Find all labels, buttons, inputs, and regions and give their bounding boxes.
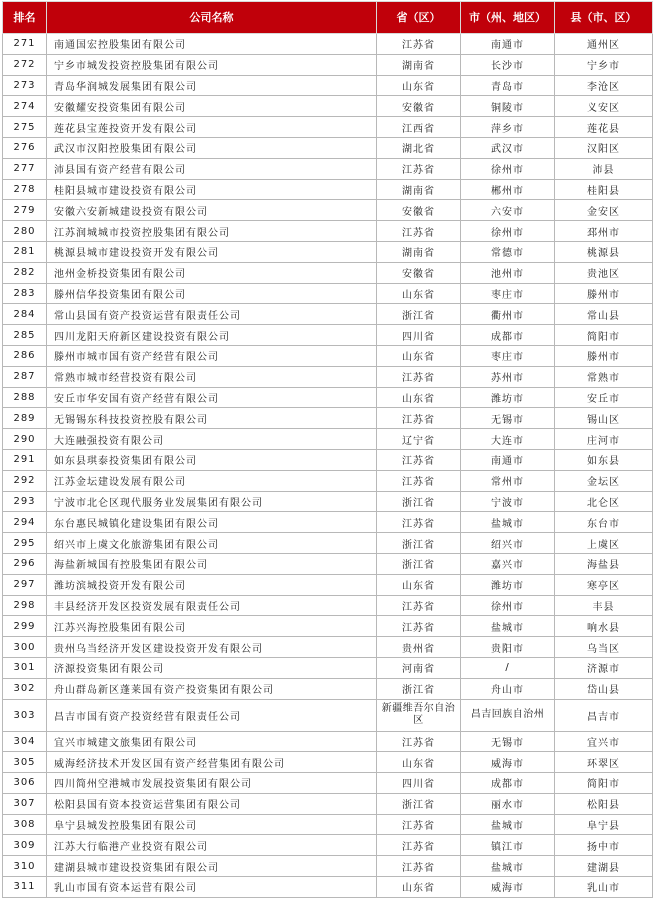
- table-row: [3, 595, 653, 616]
- city-cell: 常州市: [461, 470, 555, 491]
- rank-cell: 279: [3, 200, 47, 221]
- rank-cell: 275: [3, 117, 47, 138]
- rank-cell: 285: [3, 325, 47, 346]
- company-cell: 滕州市城市国有资产经营有限公司: [47, 345, 377, 366]
- county-cell: 义安区: [555, 96, 653, 117]
- province-cell: 山东省: [377, 877, 461, 898]
- rank-cell: 306: [3, 773, 47, 794]
- company-cell: 桂阳县城市建设投资有限公司: [47, 179, 377, 200]
- rank-cell: 278: [3, 179, 47, 200]
- table-row: [3, 752, 653, 773]
- county-cell: 常山县: [555, 304, 653, 325]
- company-cell: 江苏兴海控股集团有限公司: [47, 616, 377, 637]
- rank-cell: 281: [3, 241, 47, 262]
- table-row: [3, 117, 653, 138]
- county-cell: 建湖县: [555, 856, 653, 877]
- city-cell: 昌吉回族自治州: [461, 699, 555, 731]
- table-row: [3, 814, 653, 835]
- company-cell: 昌吉市国有资产投资经营有限责任公司: [47, 699, 377, 731]
- company-cell: 阜宁县城发控股集团有限公司: [47, 814, 377, 835]
- county-cell: 宜兴市: [555, 731, 653, 752]
- county-cell: 环翠区: [555, 752, 653, 773]
- rank-cell: 308: [3, 814, 47, 835]
- province-cell: 湖北省: [377, 137, 461, 158]
- company-cell: 滕州信华投资集团有限公司: [47, 283, 377, 304]
- company-cell: 武汉市汉阳控股集团有限公司: [47, 137, 377, 158]
- ranking-table: [2, 1, 653, 898]
- company-cell: 宁波市北仑区现代服务业发展集团有限公司: [47, 491, 377, 512]
- table-row: [3, 699, 653, 731]
- province-cell: 江苏省: [377, 856, 461, 877]
- county-cell: 沛县: [555, 158, 653, 179]
- province-cell: 山东省: [377, 752, 461, 773]
- header-county: 县（市、区）: [555, 2, 653, 34]
- rank-cell: 311: [3, 877, 47, 898]
- rank-cell: 299: [3, 616, 47, 637]
- province-cell: 浙江省: [377, 491, 461, 512]
- province-cell: 江西省: [377, 117, 461, 138]
- rank-cell: 297: [3, 574, 47, 595]
- city-cell: 大连市: [461, 429, 555, 450]
- county-cell: 如东县: [555, 449, 653, 470]
- city-cell: 池州市: [461, 262, 555, 283]
- province-cell: 山东省: [377, 574, 461, 595]
- county-cell: 海盐县: [555, 553, 653, 574]
- county-cell: 邳州市: [555, 221, 653, 242]
- table-row: [3, 512, 653, 533]
- table-row: [3, 449, 653, 470]
- table-row: [3, 470, 653, 491]
- table-row: [3, 835, 653, 856]
- company-cell: 无锡锡东科技投资控股有限公司: [47, 408, 377, 429]
- rank-cell: 301: [3, 657, 47, 678]
- company-cell: 安丘市华安国有资产经营有限公司: [47, 387, 377, 408]
- county-cell: 桃源县: [555, 241, 653, 262]
- county-cell: 东台市: [555, 512, 653, 533]
- county-cell: 简阳市: [555, 325, 653, 346]
- city-cell: 徐州市: [461, 221, 555, 242]
- rank-cell: 283: [3, 283, 47, 304]
- company-cell: 建湖县城市建设投资集团有限公司: [47, 856, 377, 877]
- county-cell: 锡山区: [555, 408, 653, 429]
- rank-cell: 307: [3, 793, 47, 814]
- rank-cell: 310: [3, 856, 47, 877]
- table-row: [3, 200, 653, 221]
- table-row: [3, 877, 653, 898]
- rank-cell: 303: [3, 699, 47, 731]
- table-row: [3, 429, 653, 450]
- table-row: [3, 75, 653, 96]
- company-cell: 莲花县宝莲投资开发有限公司: [47, 117, 377, 138]
- company-cell: 江苏金坛建设发展有限公司: [47, 470, 377, 491]
- table-row: [3, 137, 653, 158]
- province-cell: 山东省: [377, 283, 461, 304]
- province-cell: 河南省: [377, 657, 461, 678]
- county-cell: 丰县: [555, 595, 653, 616]
- company-cell: 丰县经济开发区投资发展有限责任公司: [47, 595, 377, 616]
- city-cell: 枣庄市: [461, 345, 555, 366]
- county-cell: 岱山县: [555, 678, 653, 699]
- city-cell: 成都市: [461, 773, 555, 794]
- county-cell: 松阳县: [555, 793, 653, 814]
- province-cell: 江苏省: [377, 158, 461, 179]
- county-cell: 常熟市: [555, 366, 653, 387]
- county-cell: 滕州市: [555, 283, 653, 304]
- county-cell: 滕州市: [555, 345, 653, 366]
- province-cell: 浙江省: [377, 533, 461, 554]
- company-cell: 常熟市城市经营投资有限公司: [47, 366, 377, 387]
- table-row: [3, 179, 653, 200]
- county-cell: 昌吉市: [555, 699, 653, 731]
- rank-cell: 288: [3, 387, 47, 408]
- province-cell: 安徽省: [377, 96, 461, 117]
- city-cell: 威海市: [461, 752, 555, 773]
- header-rank: 排名: [3, 2, 47, 34]
- province-cell: 江苏省: [377, 34, 461, 55]
- county-cell: 寒亭区: [555, 574, 653, 595]
- header-province: 省（区）: [377, 2, 461, 34]
- rank-cell: 272: [3, 54, 47, 75]
- company-cell: 松阳县国有资本投资运营集团有限公司: [47, 793, 377, 814]
- header-city: 市（州、地区）: [461, 2, 555, 34]
- province-cell: 山东省: [377, 345, 461, 366]
- city-cell: 青岛市: [461, 75, 555, 96]
- city-cell: 盐城市: [461, 856, 555, 877]
- table-row: [3, 616, 653, 637]
- province-cell: 山东省: [377, 75, 461, 96]
- county-cell: 金坛区: [555, 470, 653, 491]
- city-cell: 威海市: [461, 877, 555, 898]
- company-cell: 济源投资集团有限公司: [47, 657, 377, 678]
- city-cell: 徐州市: [461, 158, 555, 179]
- county-cell: 简阳市: [555, 773, 653, 794]
- province-cell: 浙江省: [377, 304, 461, 325]
- city-cell: 长沙市: [461, 54, 555, 75]
- province-cell: 湖南省: [377, 241, 461, 262]
- rank-cell: 293: [3, 491, 47, 512]
- county-cell: 响水县: [555, 616, 653, 637]
- rank-cell: 282: [3, 262, 47, 283]
- table-row: [3, 553, 653, 574]
- county-cell: 金安区: [555, 200, 653, 221]
- province-cell: 安徽省: [377, 262, 461, 283]
- city-cell: 潍坊市: [461, 387, 555, 408]
- county-cell: 桂阳县: [555, 179, 653, 200]
- rank-cell: 280: [3, 221, 47, 242]
- company-cell: 四川龙阳天府新区建设投资有限公司: [47, 325, 377, 346]
- table-row: [3, 773, 653, 794]
- city-cell: 南通市: [461, 449, 555, 470]
- rank-cell: 287: [3, 366, 47, 387]
- table-row: [3, 283, 653, 304]
- table-row: [3, 34, 653, 55]
- province-cell: 辽宁省: [377, 429, 461, 450]
- city-cell: 六安市: [461, 200, 555, 221]
- rank-cell: 271: [3, 34, 47, 55]
- province-cell: 四川省: [377, 773, 461, 794]
- county-cell: 李沧区: [555, 75, 653, 96]
- city-cell: 苏州市: [461, 366, 555, 387]
- rank-cell: 296: [3, 553, 47, 574]
- county-cell: 济源市: [555, 657, 653, 678]
- company-cell: 池州金桥投资集团有限公司: [47, 262, 377, 283]
- table-row: [3, 54, 653, 75]
- city-cell: 盐城市: [461, 814, 555, 835]
- company-cell: 沛县国有资产经营有限公司: [47, 158, 377, 179]
- table-row: [3, 325, 653, 346]
- company-cell: 安徽六安新城建设投资有限公司: [47, 200, 377, 221]
- city-cell: 绍兴市: [461, 533, 555, 554]
- company-cell: 海盐新城国有控股集团有限公司: [47, 553, 377, 574]
- province-cell: 湖南省: [377, 179, 461, 200]
- table-row: [3, 96, 653, 117]
- table-row: [3, 158, 653, 179]
- city-cell: 徐州市: [461, 595, 555, 616]
- company-cell: 江苏大行临港产业投资有限公司: [47, 835, 377, 856]
- rank-cell: 298: [3, 595, 47, 616]
- rank-cell: 302: [3, 678, 47, 699]
- company-cell: 安徽耀安投资集团有限公司: [47, 96, 377, 117]
- county-cell: 乳山市: [555, 877, 653, 898]
- city-cell: 盐城市: [461, 616, 555, 637]
- province-cell: 四川省: [377, 325, 461, 346]
- city-cell: 成都市: [461, 325, 555, 346]
- county-cell: 北仑区: [555, 491, 653, 512]
- company-cell: 南通国宏控股集团有限公司: [47, 34, 377, 55]
- header-company: 公司名称: [47, 2, 377, 34]
- county-cell: 宁乡市: [555, 54, 653, 75]
- city-cell: 无锡市: [461, 408, 555, 429]
- company-cell: 宜兴市城建文旅集团有限公司: [47, 731, 377, 752]
- table-row: [3, 345, 653, 366]
- county-cell: 扬中市: [555, 835, 653, 856]
- county-cell: 通州区: [555, 34, 653, 55]
- company-cell: 桃源县城市建设投资开发有限公司: [47, 241, 377, 262]
- company-cell: 东台惠民城镇化建设集团有限公司: [47, 512, 377, 533]
- province-cell: 新疆维吾尔自治区: [377, 699, 461, 731]
- county-cell: 乌当区: [555, 637, 653, 658]
- table-body: [3, 34, 653, 898]
- company-cell: 潍坊滨城投资开发有限公司: [47, 574, 377, 595]
- city-cell: 南通市: [461, 34, 555, 55]
- city-cell: 枣庄市: [461, 283, 555, 304]
- rank-cell: 292: [3, 470, 47, 491]
- city-cell: 潍坊市: [461, 574, 555, 595]
- province-cell: 江苏省: [377, 731, 461, 752]
- province-cell: 江苏省: [377, 616, 461, 637]
- table-row: [3, 657, 653, 678]
- table-row: [3, 574, 653, 595]
- county-cell: 安丘市: [555, 387, 653, 408]
- company-cell: 威海经济技术开发区国有资产经营集团有限公司: [47, 752, 377, 773]
- county-cell: 贵池区: [555, 262, 653, 283]
- province-cell: 江苏省: [377, 408, 461, 429]
- table-row: [3, 731, 653, 752]
- company-cell: 绍兴市上虞文化旅游集团有限公司: [47, 533, 377, 554]
- city-cell: /: [461, 657, 555, 678]
- table-row: [3, 533, 653, 554]
- county-cell: 庄河市: [555, 429, 653, 450]
- company-cell: 大连融强投资有限公司: [47, 429, 377, 450]
- table-row: [3, 241, 653, 262]
- rank-cell: 304: [3, 731, 47, 752]
- table-header: [3, 2, 653, 34]
- city-cell: 无锡市: [461, 731, 555, 752]
- city-cell: 武汉市: [461, 137, 555, 158]
- city-cell: 常德市: [461, 241, 555, 262]
- province-cell: 江苏省: [377, 470, 461, 491]
- rank-cell: 273: [3, 75, 47, 96]
- table-row: [3, 366, 653, 387]
- company-cell: 舟山群岛新区蓬莱国有资产投资集团有限公司: [47, 678, 377, 699]
- province-cell: 江苏省: [377, 449, 461, 470]
- county-cell: 上虞区: [555, 533, 653, 554]
- rank-cell: 284: [3, 304, 47, 325]
- table-row: [3, 408, 653, 429]
- rank-cell: 309: [3, 835, 47, 856]
- table-row: [3, 637, 653, 658]
- city-cell: 宁波市: [461, 491, 555, 512]
- table-row: [3, 678, 653, 699]
- city-cell: 衢州市: [461, 304, 555, 325]
- rank-cell: 286: [3, 345, 47, 366]
- rank-cell: 276: [3, 137, 47, 158]
- city-cell: 舟山市: [461, 678, 555, 699]
- table-row: [3, 262, 653, 283]
- rank-cell: 295: [3, 533, 47, 554]
- company-cell: 如东县琪泰投资集团有限公司: [47, 449, 377, 470]
- rank-cell: 294: [3, 512, 47, 533]
- province-cell: 江苏省: [377, 814, 461, 835]
- province-cell: 江苏省: [377, 366, 461, 387]
- table-row: [3, 387, 653, 408]
- city-cell: 盐城市: [461, 512, 555, 533]
- province-cell: 湖南省: [377, 54, 461, 75]
- province-cell: 江苏省: [377, 221, 461, 242]
- city-cell: 萍乡市: [461, 117, 555, 138]
- company-cell: 常山县国有资产投资运营有限责任公司: [47, 304, 377, 325]
- table-row: [3, 491, 653, 512]
- province-cell: 江苏省: [377, 512, 461, 533]
- city-cell: 铜陵市: [461, 96, 555, 117]
- table-row: [3, 793, 653, 814]
- rank-cell: 277: [3, 158, 47, 179]
- city-cell: 嘉兴市: [461, 553, 555, 574]
- rank-cell: 289: [3, 408, 47, 429]
- company-cell: 江苏润城城市投资控股集团有限公司: [47, 221, 377, 242]
- province-cell: 浙江省: [377, 678, 461, 699]
- province-cell: 山东省: [377, 387, 461, 408]
- rank-cell: 305: [3, 752, 47, 773]
- city-cell: 贵阳市: [461, 637, 555, 658]
- rank-cell: 291: [3, 449, 47, 470]
- province-cell: 江苏省: [377, 835, 461, 856]
- province-cell: 浙江省: [377, 793, 461, 814]
- company-cell: 乳山市国有资本运营有限公司: [47, 877, 377, 898]
- province-cell: 浙江省: [377, 553, 461, 574]
- province-cell: 安徽省: [377, 200, 461, 221]
- city-cell: 郴州市: [461, 179, 555, 200]
- city-cell: 镇江市: [461, 835, 555, 856]
- county-cell: 阜宁县: [555, 814, 653, 835]
- province-cell: 江苏省: [377, 595, 461, 616]
- company-cell: 贵州乌当经济开发区建设投资开发有限公司: [47, 637, 377, 658]
- table-row: [3, 856, 653, 877]
- rank-cell: 274: [3, 96, 47, 117]
- rank-cell: 300: [3, 637, 47, 658]
- county-cell: 汉阳区: [555, 137, 653, 158]
- company-cell: 青岛华润城发展集团有限公司: [47, 75, 377, 96]
- rank-cell: 290: [3, 429, 47, 450]
- table-row: [3, 304, 653, 325]
- company-cell: 宁乡市城发投资控股集团有限公司: [47, 54, 377, 75]
- table-row: [3, 221, 653, 242]
- province-cell: 贵州省: [377, 637, 461, 658]
- company-cell: 四川简州空港城市发展投资集团有限公司: [47, 773, 377, 794]
- county-cell: 莲花县: [555, 117, 653, 138]
- city-cell: 丽水市: [461, 793, 555, 814]
